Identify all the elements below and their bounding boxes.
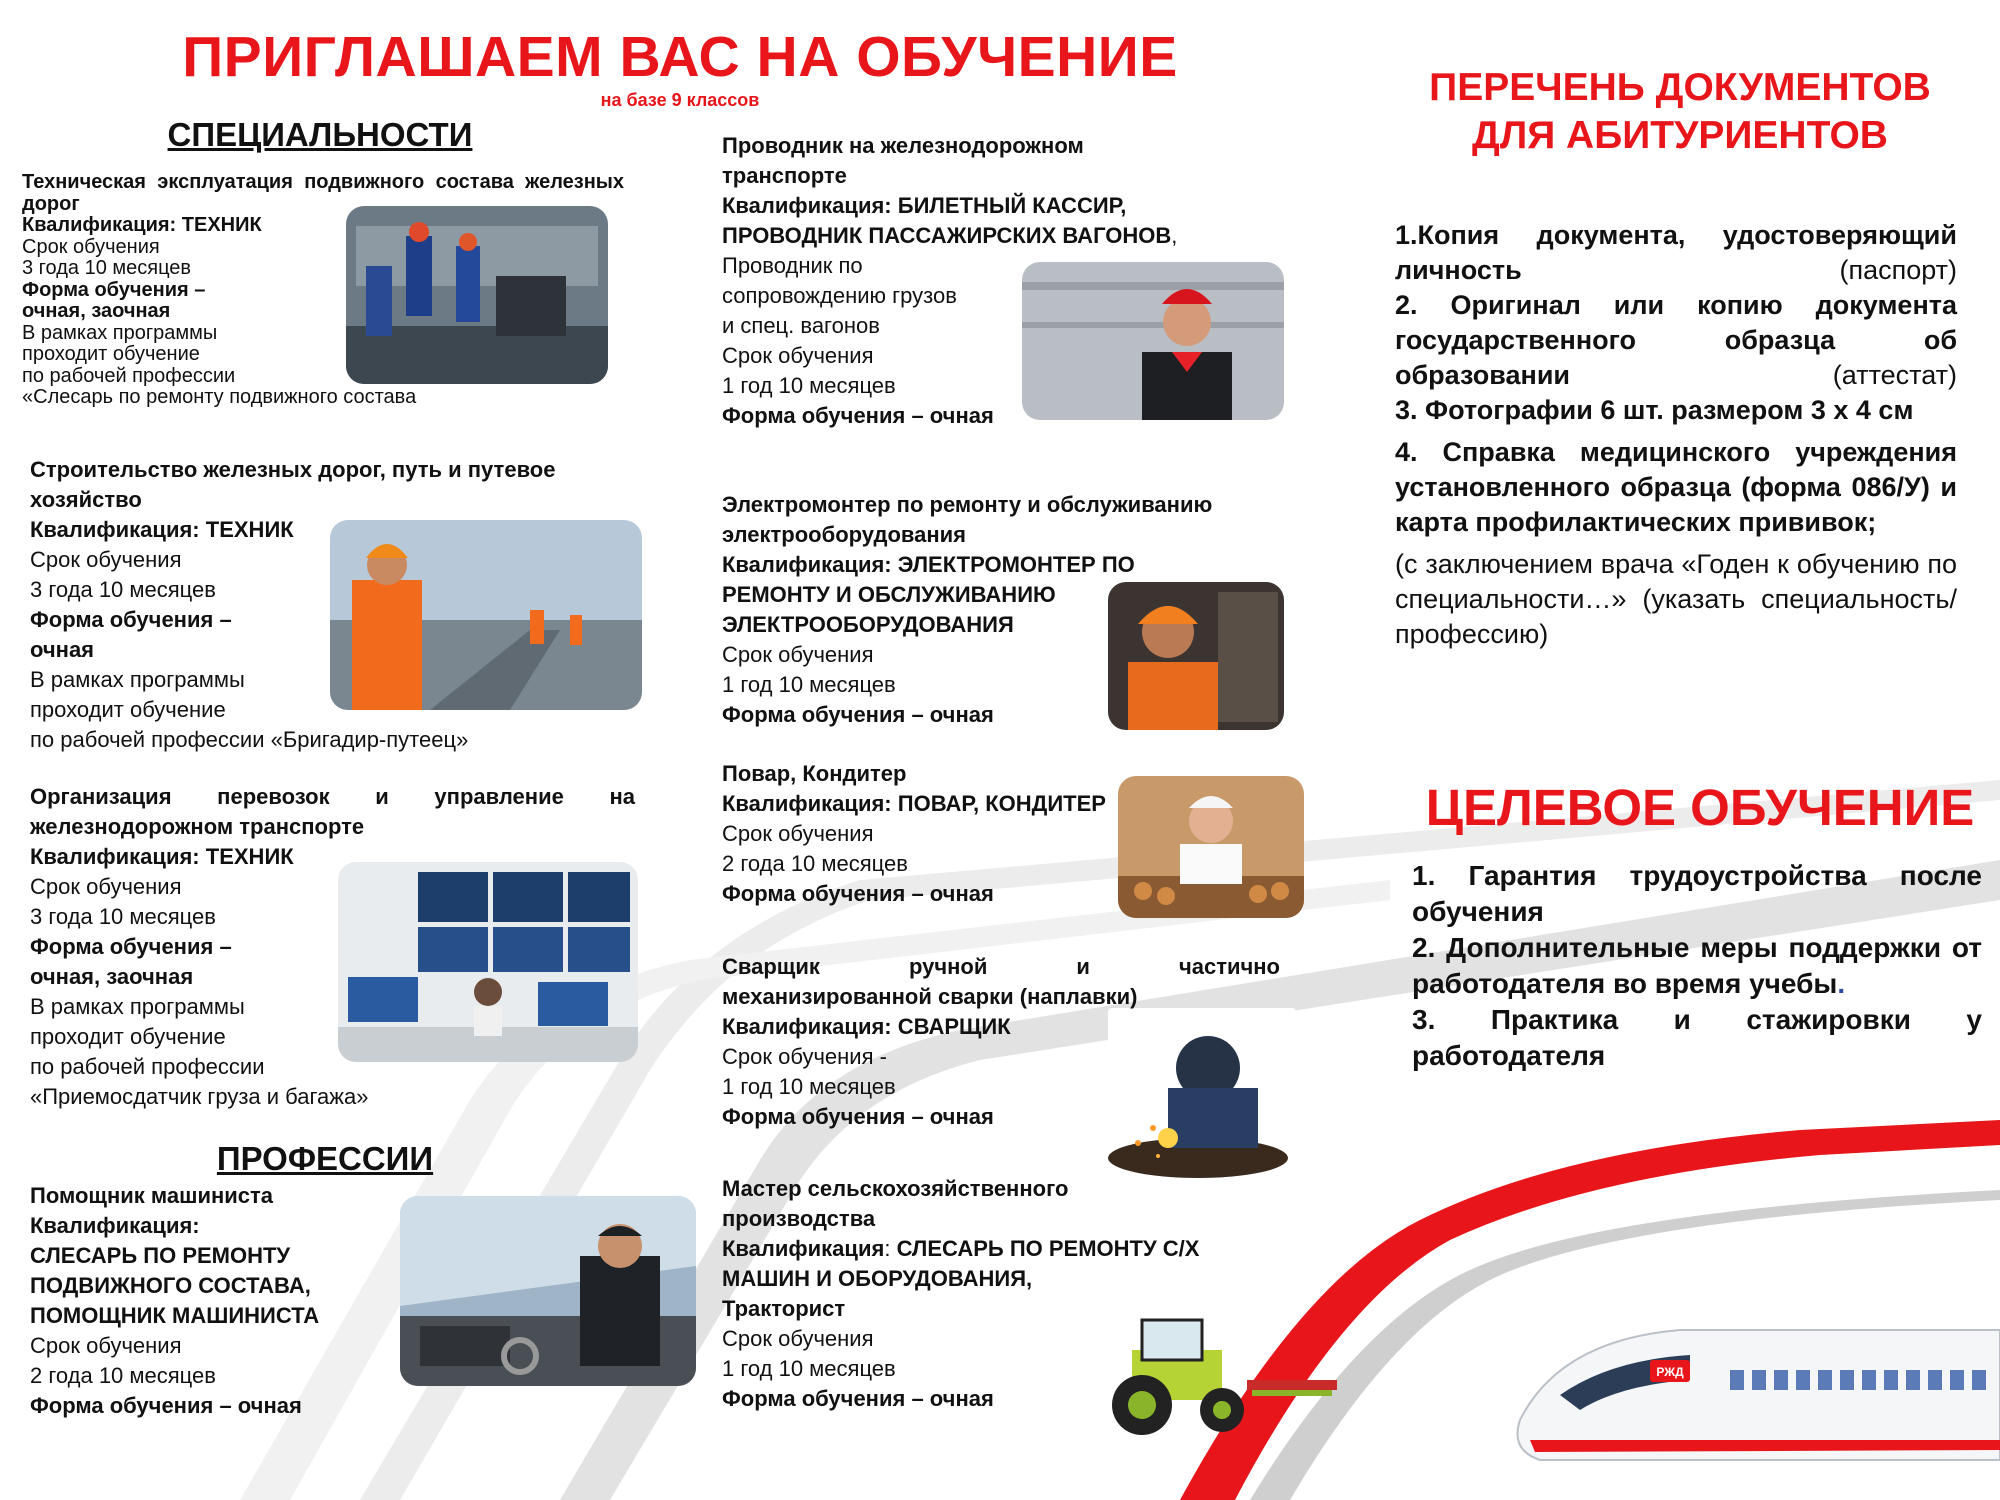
documents-list: [1395, 218, 1957, 652]
cook-qual-value: ПОВАР, КОНДИТЕР: [897, 791, 1106, 816]
train-logo: РЖД: [1656, 1365, 1684, 1379]
specialty-1-name: Техническая эксплуатация подвижного состава железных дорог: [22, 171, 624, 215]
specialty-1-qual-value: ТЕХНИК: [181, 214, 262, 236]
target-item-3: 3. Практика и стажировки у работодателя: [1412, 1004, 1982, 1071]
specialty-2-term-label: Срок обучения: [30, 547, 182, 572]
specialty-3-name: Организация перевозок и управление на железнодорожном транспорте: [30, 784, 635, 839]
specialty-1-program-4: «Слесарь по ремонту подвижного состава: [22, 386, 417, 408]
specialty-3-term-value: 3 года 10 месяцев: [30, 904, 216, 929]
electrician-qual-2: РЕМОНТУ И ОБСЛУЖИВАНИЮ: [722, 582, 1056, 607]
electrician-term-value: 1 год 10 месяцев: [722, 672, 896, 697]
agro-term-label: Срок обучения: [722, 1326, 874, 1351]
specialty-1-form-value: очная, заочная: [22, 300, 171, 322]
specialty-1-term-value: 3 года 10 месяцев: [22, 257, 192, 279]
specialty-1-form-label: Форма обучения –: [22, 278, 206, 301]
specialty-2-program-2: проходит обучение: [30, 697, 226, 722]
doc-item-2-note: (аттестат): [1832, 360, 1957, 390]
train-icon: [1500, 1300, 2000, 1500]
electrician-term-label: Срок обучения: [722, 642, 874, 667]
specialty-2-qual-label: Квалификация:: [30, 517, 200, 542]
page-title: ПРИГЛАШАЕМ ВАС НА ОБУЧЕНИЕ: [182, 25, 1178, 89]
conductor-extra-1: Проводник по: [722, 253, 863, 278]
specialty-3-form-label: Форма обучения –: [30, 934, 232, 959]
doc-item-1-note: (паспорт): [1839, 255, 1957, 285]
agro-qual-label: Квалификация: [722, 1236, 885, 1261]
specialty-2: [30, 455, 635, 755]
conductor-name-1: Проводник на железнодорожном: [722, 133, 1084, 158]
cook-term-label: Срок обучения: [722, 821, 874, 846]
profession-welder: [722, 952, 1280, 1132]
specialty-2-qual-value: ТЕХНИК: [205, 517, 294, 542]
cook-qual-label: Квалификация:: [722, 791, 892, 816]
doc-item-4: 4. Справка медицинского учреждения установленного образца (форма 086/У) и карта профилактических прививок;: [1395, 437, 1957, 537]
agro-name-2: производства: [722, 1206, 876, 1231]
specialty-3-program-2: проходит обучение: [30, 1024, 226, 1049]
driver-assistant-form: Форма обучения – очная: [30, 1393, 302, 1418]
driver-assistant-qual-label: Квалификация:: [30, 1213, 200, 1238]
welder-form: Форма обучения – очная: [722, 1104, 994, 1129]
electrician-name-1: Электромонтер по ремонту и обслуживанию: [722, 492, 1213, 517]
welder-name-2: механизированной сварки (наплавки): [722, 984, 1138, 1009]
specialty-2-form-label: Форма обучения –: [30, 607, 232, 632]
target-item-2-dot: .: [1837, 968, 1846, 999]
driver-assistant-qual-2: ПОДВИЖНОГО СОСТАВА,: [30, 1273, 311, 1298]
specialty-1-program-1: В рамках программы: [22, 321, 218, 344]
target-training-list: [1412, 858, 1982, 1074]
profession-driver-assistant: [30, 1181, 410, 1421]
conductor-qual-tail: ,: [1171, 223, 1178, 248]
profession-cook: [722, 759, 1322, 909]
cook-name: Повар, Кондитер: [722, 761, 907, 786]
specialty-2-name: Строительство железных дорог, путь и путевое хозяйство: [30, 457, 556, 512]
driver-assistant-qual-3: ПОМОЩНИК МАШИНИСТА: [30, 1303, 320, 1328]
conductor-term-value: 1 год 10 месяцев: [722, 373, 896, 398]
target-item-1: 1. Гарантия трудоустройства после обучения: [1412, 860, 1982, 927]
specialties-heading: СПЕЦИАЛЬНОСТИ: [167, 116, 473, 153]
cook-term-value: 2 года 10 месяцев: [722, 851, 908, 876]
agro-qual-2: МАШИН И ОБОРУДОВАНИЯ,: [722, 1266, 1033, 1291]
specialty-1: [22, 172, 624, 409]
specialty-3-program-4: «Приемосдатчик груза и багажа»: [30, 1084, 369, 1109]
electrician-qual-3: ЭЛЕКТРООБОРУДОВАНИЯ: [722, 612, 1014, 637]
profession-electrician: [722, 490, 1322, 730]
conductor-extra-2: сопровождению грузов: [722, 283, 957, 308]
electrician-qual-1: ЭЛЕКТРОМОНТЕР ПО: [897, 552, 1135, 577]
page-subtitle: на базе 9 классов: [600, 90, 760, 110]
specialty-3-term-label: Срок обучения: [30, 874, 182, 899]
conductor-name-2: транспорте: [722, 163, 847, 188]
documents-title-1: ПЕРЕЧЕНЬ ДОКУМЕНТОВ: [1429, 66, 1931, 109]
agro-form: Форма обучения – очная: [722, 1386, 994, 1411]
conductor-qual-label: Квалификация:: [722, 193, 892, 218]
specialty-1-program-3: по рабочей профессии: [22, 364, 236, 387]
welder-qual-value: СВАРЩИК: [897, 1014, 1011, 1039]
specialty-3: [30, 782, 635, 1112]
doc-item-3: 3. Фотографии 6 шт. размером 3 х 4 см: [1395, 395, 1914, 425]
doc-item-2: 2. Оригинал или копию документа государственного образца об образовании: [1395, 290, 1957, 390]
specialty-1-program-2: проходит обучение: [22, 343, 200, 365]
doc-item-1: 1.Копия документа, удостоверяющий личность: [1395, 220, 1957, 285]
driver-assistant-term-label: Срок обучения: [30, 1333, 182, 1358]
agro-name-1: Мастер сельскохозяйственного: [722, 1176, 1069, 1201]
specialty-3-form-value: очная, заочная: [30, 964, 194, 989]
specialty-2-form-value: очная: [30, 637, 95, 662]
agro-qual-3: Тракторист: [722, 1296, 846, 1321]
specialty-2-program-3: по рабочей профессии «Бригадир-путеец»: [30, 727, 469, 752]
conductor-term-label: Срок обучения: [722, 343, 874, 368]
target-item-2: 2. Дополнительные меры поддержки от работодателя во время учебы: [1412, 932, 1982, 999]
specialty-3-program-3: по рабочей профессии: [30, 1054, 265, 1079]
profession-agro: [722, 1174, 1282, 1414]
driver-assistant-qual-1: СЛЕСАРЬ ПО РЕМОНТУ: [30, 1243, 291, 1268]
profession-conductor: [722, 131, 1302, 431]
conductor-qual-2: ПРОВОДНИК ПАССАЖИРСКИХ ВАГОНОВ: [722, 223, 1172, 248]
specialty-1-term-label: Срок обучения: [22, 235, 160, 258]
welder-name-1: Сварщик ручной и частично: [722, 954, 1280, 979]
conductor-qual-1: БИЛЕТНЫЙ КАССИР,: [897, 193, 1127, 218]
agro-qual-1: СЛЕСАРЬ ПО РЕМОНТУ С/Х: [896, 1236, 1200, 1261]
specialty-2-program-1: В рамках программы: [30, 667, 245, 692]
specialty-3-qual-label: Квалификация:: [30, 844, 200, 869]
documents-title: [1380, 64, 1980, 160]
specialty-2-term-value: 3 года 10 месяцев: [30, 577, 216, 602]
specialty-3-program-1: В рамках программы: [30, 994, 245, 1019]
electrician-qual-label: Квалификация:: [722, 552, 892, 577]
welder-qual-label: Квалификация:: [722, 1014, 892, 1039]
cook-form: Форма обучения – очная: [722, 881, 994, 906]
doc-note: (с заключением врача «Годен к обучению по специальности…» (указать специальность/ профессию): [1395, 549, 1957, 649]
conductor-form: Форма обучения – очная: [722, 403, 994, 428]
conductor-extra-3: и спец. вагонов: [722, 313, 880, 338]
driver-assistant-name: Помощник машиниста: [30, 1183, 274, 1208]
welder-term-value: 1 год 10 месяцев: [722, 1074, 896, 1099]
target-training-title: ЦЕЛЕВОЕ ОБУЧЕНИЕ: [1425, 779, 1975, 836]
driver-assistant-term-value: 2 года 10 месяцев: [30, 1363, 216, 1388]
specialty-3-qual-value: ТЕХНИК: [205, 844, 294, 869]
electrician-name-2: электрооборудования: [722, 522, 967, 547]
welder-term-label: Срок обучения -: [722, 1044, 887, 1069]
professions-heading: ПРОФЕССИИ: [216, 1140, 434, 1177]
electrician-form: Форма обучения – очная: [722, 702, 994, 727]
specialty-1-qual-label: Квалификация:: [22, 214, 177, 236]
agro-qual-colon: :: [884, 1236, 891, 1261]
agro-term-value: 1 год 10 месяцев: [722, 1356, 896, 1381]
driver-cab-photo: [400, 1196, 696, 1386]
documents-title-2: ДЛЯ АБИТУРИЕНТОВ: [1472, 114, 1888, 157]
